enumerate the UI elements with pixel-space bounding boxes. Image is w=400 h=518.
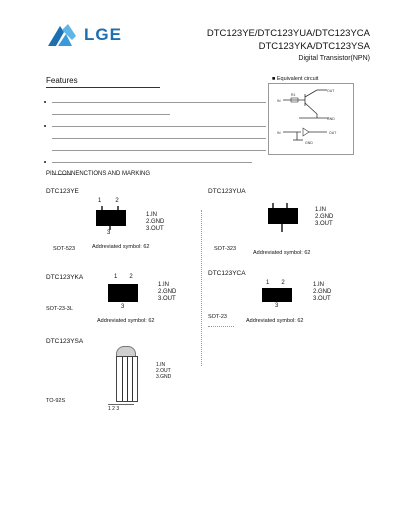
features-list (44, 98, 266, 182)
pin-list-dtc123yca: 1.IN 2.GND 3.OUT (313, 282, 332, 302)
to92s-body (116, 356, 138, 402)
pin-number: 3 (121, 304, 125, 310)
abbreviated-symbol: Addreviated symbol: 62 (92, 244, 150, 250)
equivalent-r1-label: R1 (291, 93, 296, 97)
equivalent-out-label-2: OUT (329, 131, 337, 135)
pin-numbers: 1 2 (114, 274, 133, 280)
pin-numbers-to92s: 1 2 3 (108, 406, 120, 412)
features-underline (46, 87, 160, 88)
features-item (44, 146, 266, 158)
features-item (44, 134, 266, 146)
part-name-dtc123yua: DTC123YUA (208, 188, 246, 195)
divider-line (208, 326, 234, 327)
chip-package-sot23 (262, 288, 292, 302)
logo-text: LGE (84, 25, 122, 44)
chip-package-sot523 (96, 210, 126, 226)
part-name-dtc123ysa: DTC123YSA (46, 338, 84, 345)
equivalent-in-label: IN (277, 99, 281, 103)
features-item (44, 110, 266, 122)
pin-list-dtc123yua: 1.IN 2.GND 3.OUT (315, 207, 334, 227)
features-heading: Features (46, 76, 78, 85)
part-name-dtc123yca: DTC123YCA (208, 270, 246, 277)
pin-connections-heading: PIN CONNENCTIONS AND MARKING (46, 171, 151, 177)
chip-package-sot23-3l (108, 284, 138, 302)
equivalent-gnd-label-2: GND (305, 141, 313, 145)
abbreviated-symbol: Addreviated symbol: 62 (253, 250, 311, 256)
package-to92s: TO-92S (46, 398, 66, 404)
equivalent-circuit-box (268, 83, 354, 155)
part-name-dtc123yka: DTC123YKA (46, 274, 84, 281)
column-divider (201, 210, 202, 366)
features-item (44, 98, 266, 110)
pin-number: 3 (107, 230, 111, 236)
page-title-line1: DTC123YE/DTC123YUA/DTC123YCA (206, 28, 370, 39)
package-sot23-3l: SOT-23-3L (46, 306, 73, 312)
chip-lead (281, 224, 283, 232)
features-item (44, 122, 266, 134)
pin-number: 3 (275, 303, 279, 309)
features-item (44, 158, 266, 170)
abbreviated-symbol: Addreviated symbol: 62 (97, 318, 155, 324)
equivalent-gnd-label: GND (327, 117, 335, 121)
pin-list-dtc123ye: 1.IN 2.GND 3.OUT (146, 212, 165, 232)
page-title-line2: DTC123YKA/DTC123YSA (258, 41, 370, 52)
equivalent-circuit-label: ■ Equivalent circuit (272, 76, 319, 82)
pin-list-dtc123ysa: 1.IN 2.OUT 3.GND (156, 362, 172, 380)
pin-numbers: 1 2 (98, 198, 119, 204)
equivalent-circuit-diagram (269, 84, 353, 154)
equivalent-in-label-2: IN (277, 131, 281, 135)
pin-numbers: 1 2 (266, 280, 285, 286)
chip-package-sot323 (268, 208, 298, 224)
page-subtitle: Digital Transistor(NPN) (298, 55, 370, 62)
abbreviated-symbol: Addreviated symbol: 62 (246, 318, 304, 324)
part-name-dtc123ye: DTC123YE (46, 188, 79, 195)
marking-line (108, 404, 134, 405)
pin-list-dtc123yka: 1.IN 2.GND 3.OUT (158, 282, 177, 302)
package-sot323: SOT-323 (214, 246, 237, 252)
package-sot23: SOT-23 (208, 314, 227, 320)
package-sot523: SOT-523 (53, 246, 76, 252)
equivalent-out-label: OUT (327, 89, 335, 93)
